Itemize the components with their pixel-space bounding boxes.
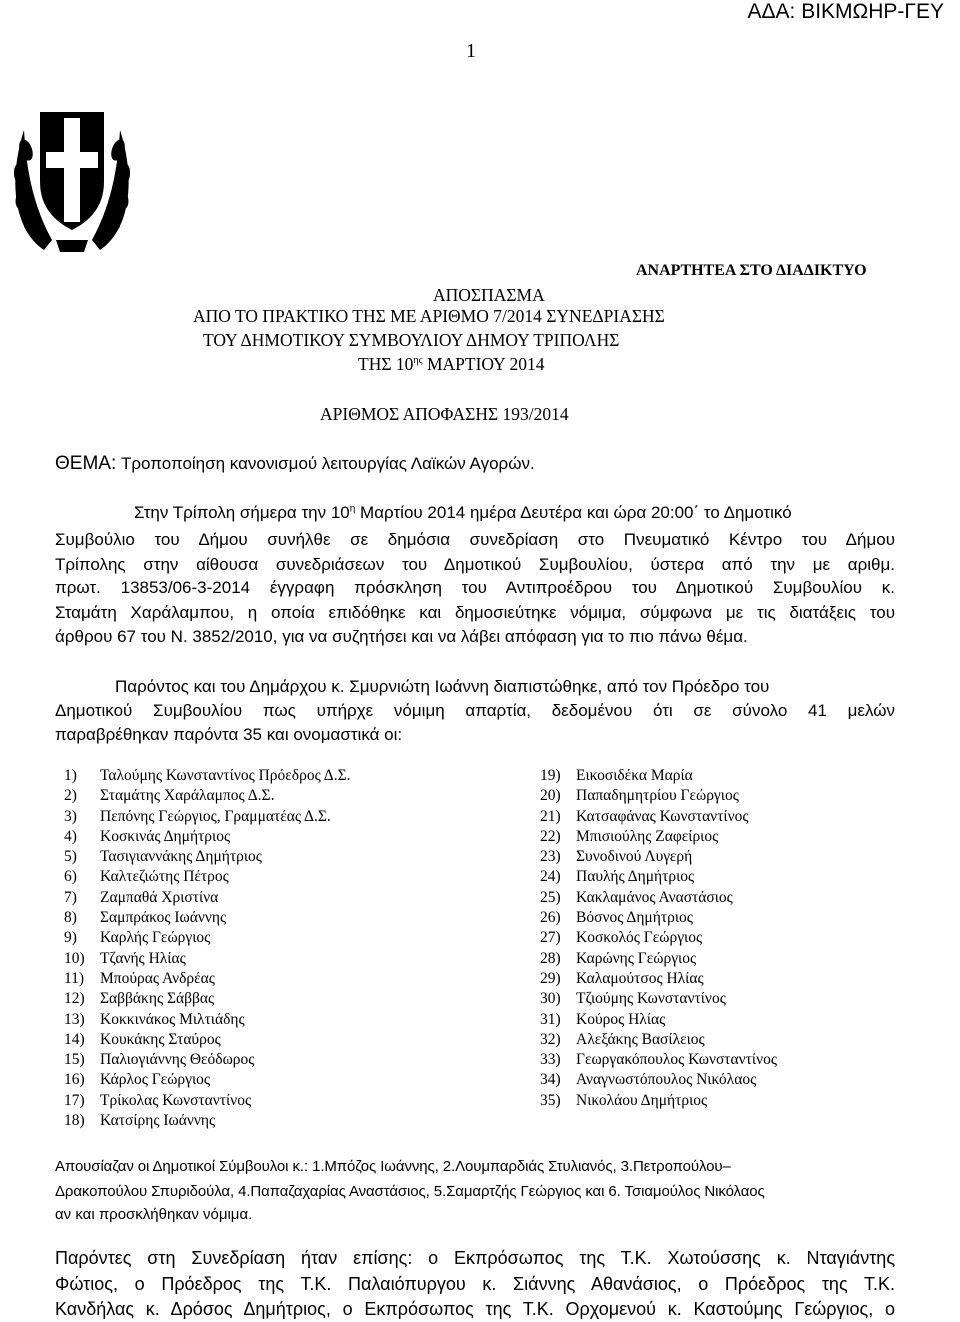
list-item: 9) Καρλής Γεώργιος — [64, 929, 211, 947]
list-item: 19) Εικοσιδέκα Μαρία — [540, 767, 693, 784]
list-item: 17) Τρίκολας Κωνσταντίνος — [64, 1091, 252, 1109]
members-list-right — [540, 766, 777, 1111]
list-item: 1) Ταλούμης Κωνσταντίνος Πρόεδρος Δ.Σ. — [64, 767, 351, 784]
list-item: 27) Κοσκολός Γεώργιος — [540, 929, 703, 947]
list-item: 22) Μπισιούλης Ζαφείριος — [540, 827, 719, 845]
para1-line4: πρωτ. 13853/06-3-2014 έγγραφη πρόσκληση του Αντιπροέδρου του Δημοτικού Συμβουλίου κ. — [55, 578, 895, 597]
page-number: 1 — [466, 40, 476, 62]
para2-line1: Παρόντος και του Δημάρχου κ. Σμυρνιώτη Ιωάννη διαπιστώθηκε, από τον Πρόεδρο του — [115, 677, 770, 696]
list-item: 26) Βόσνος Δημήτριος — [540, 909, 693, 927]
list-item: 10) Τζανής Ηλίας — [64, 949, 186, 967]
para1-line1: Στην Τρίπολη σήμερα την $10^\eta$ Μαρτίου 2014 ημέρα Δευτέρα και ώρα 20:00΄ το Δημοτικό — [134, 503, 792, 522]
list-item: 23) Συνοδινού Λυγερή — [540, 848, 693, 866]
ada-code: ΑΔΑ: ΒΙΚΜΩΗΡ-ΓΕΥ — [747, 0, 944, 23]
present-line2: Φώτιος, ο Πρόεδρος της Τ.Κ. Παλαιόπυργου κ. Σιάννης Αθανάσιος, ο Πρόεδρος της Τ.Κ. — [55, 1274, 895, 1294]
list-item: 28) Καρώνης Γεώργιος — [540, 949, 697, 967]
list-item: 31) Κούρος Ηλίας — [540, 1010, 666, 1028]
coat-of-arms-emblem — [4, 90, 140, 260]
absent-line3: αν και προσκλήθηκαν νόμιμα. — [55, 1206, 253, 1223]
list-item: 30) Τζιούμης Κωνσταντίνος — [540, 990, 726, 1008]
list-item: 7) Ζαμπαθά Χριστίνα — [64, 888, 219, 906]
list-item: 34) Αναγνωστόπουλος Νικόλαος — [540, 1071, 757, 1089]
absent-line1: Απουσίαζαν οι Δημοτικοί Σύμβουλοι κ.: 1.Μπόζος Ιωάννης, 2.Λουμπαρδιάς Στυλιανός, 3.Πετροπούλου– — [55, 1158, 731, 1175]
list-item: 4) Κοσκινάς Δημήτριος — [64, 827, 231, 845]
para2-line3: παραβρέθηκαν παρόντα 35 και ονομαστικά οι: — [55, 725, 403, 744]
list-item: 18) Κατσίρης Ιωάννης — [64, 1112, 216, 1130]
list-item: 2) Σταμάτης Χαράλαμπος Δ.Σ. — [64, 787, 275, 805]
list-item: 3) Πεπόνης Γεώργιος, Γραμματέας Δ.Σ. — [64, 807, 331, 825]
list-item: 5) Τασιγιαννάκης Δημήτριος — [64, 848, 262, 866]
list-item: 21) Κατσαφάνας Κωνσταντίνος — [540, 807, 749, 825]
list-item: 14) Κουκάκης Σταύρος — [64, 1030, 221, 1048]
para1-line3: Τρίπολης στην αίθουσα συνεδριάσεων του Δημοτικού Συμβουλίου, ύστερα από την με αριθμ. — [55, 555, 895, 574]
subject-line — [55, 453, 535, 475]
para1-line2: Συμβούλιο του Δήμου συνήλθε σε δημόσια συνεδρίαση στο Πνευματικό Κέντρο του Δήμου — [55, 530, 895, 549]
absent-line2: Δρακοπούλου Σπυριδούλα, 4.Παπαζαχαρίας Αναστάσιος, 5.Σαμαρτζής Γεώργιος και 6. Τσιαμούλος Νικόλαος — [55, 1183, 765, 1200]
para2-line2: Δημοτικού Συμβουλίου πως υπήρχε νόμιμη απαρτία, δεδομένου ότι σε σύνολο 41 μελών — [55, 701, 895, 720]
list-item: 15) Παλιογιάννης Θεόδωρος — [64, 1051, 255, 1069]
members-list-left — [64, 766, 350, 1131]
list-item: 11) Μπούρας Ανδρέας — [64, 969, 215, 987]
list-item: 13) Κοκκινάκος Μιλτιάδης — [64, 1010, 245, 1028]
para1-line6: άρθρου 67 του Ν. 3852/2010, για να συζητήσει και να λάβει απόφαση για το πιο πάνω θέμα. — [55, 627, 748, 646]
list-item: 25) Κακλαμάνος Αναστάσιος — [540, 888, 733, 906]
list-item: 29) Καλαμούτσος Ηλίας — [540, 969, 704, 987]
para1-line5: Σταμάτη Χαράλαμπου, η οποία επιδόθηκε και δημοσιεύτηκε νόμιμα, σύμφωνα με τις διατάξεις του — [55, 603, 895, 622]
list-item: 35) Νικολάου Δημήτριος — [540, 1091, 708, 1109]
header-council-line: ΤΟΥ ΔΗΜΟΤΙΚΟΥ ΣΥΜΒΟΥΛΙΟΥ ΔΗΜΟΥ ΤΡΙΠΟΛΗΣ — [203, 330, 620, 350]
header-title: ΑΠΟΣΠΑΣΜΑ — [433, 285, 545, 305]
list-item: 16) Κάρλος Γεώργιος — [64, 1071, 211, 1089]
header-date-line: ΤΗΣ $10^{\eta\varsigma}$ ΜΑΡΤΙΟΥ 2014 — [358, 354, 545, 374]
publication-notice: ΑΝΑΡΤΗΤΕΑ ΣΤΟ ΔΙΑΔΙΚΤΥΟ — [636, 262, 867, 279]
decision-number: ΑΡΙΘΜΟΣ ΑΠΟΦΑΣΗΣ 193/2014 — [320, 404, 569, 424]
present-line3: Κανδήλας κ. Δρόσος Δημήτριος, ο Εκπρόσωπος της Τ.Κ. Ορχομενού κ. Καστούμης Γεώργιος, ο — [55, 1299, 895, 1319]
present-line1: Παρόντες στη Συνεδρίαση ήταν επίσης: ο Εκπρόσωπος της Τ.Κ. Χωτούσσης κ. Νταγιάντης — [55, 1248, 895, 1268]
list-item: 20) Παπαδημητρίου Γεώργιος — [540, 787, 739, 805]
list-item: 33) Γεωργακόπουλος Κωνσταντίνος — [540, 1051, 777, 1069]
list-item: 24) Παυλής Δημήτριος — [540, 868, 695, 886]
subject-text: Τροποποίηση κανονισμού λειτουργίας Λαϊκών Αγορών. — [120, 454, 535, 473]
list-item: 8) Σαμπράκος Ιωάννης — [64, 909, 227, 927]
subject-label: ΘΕΜΑ: — [55, 453, 117, 474]
list-item: 32) Αλεξάκης Βασίλειος — [540, 1030, 705, 1048]
list-item: 12) Σαββάκης Σάββας — [64, 990, 215, 1008]
list-item: 6) Καλτεζιώτης Πέτρος — [64, 868, 229, 886]
header-minutes-line: ΑΠΟ ΤΟ ΠΡΑΚΤΙΚΟ ΤΗΣ ΜΕ ΑΡΙΘΜΟ 7/2014 ΣΥΝΕΔΡΙΑΣΗΣ — [193, 306, 665, 326]
